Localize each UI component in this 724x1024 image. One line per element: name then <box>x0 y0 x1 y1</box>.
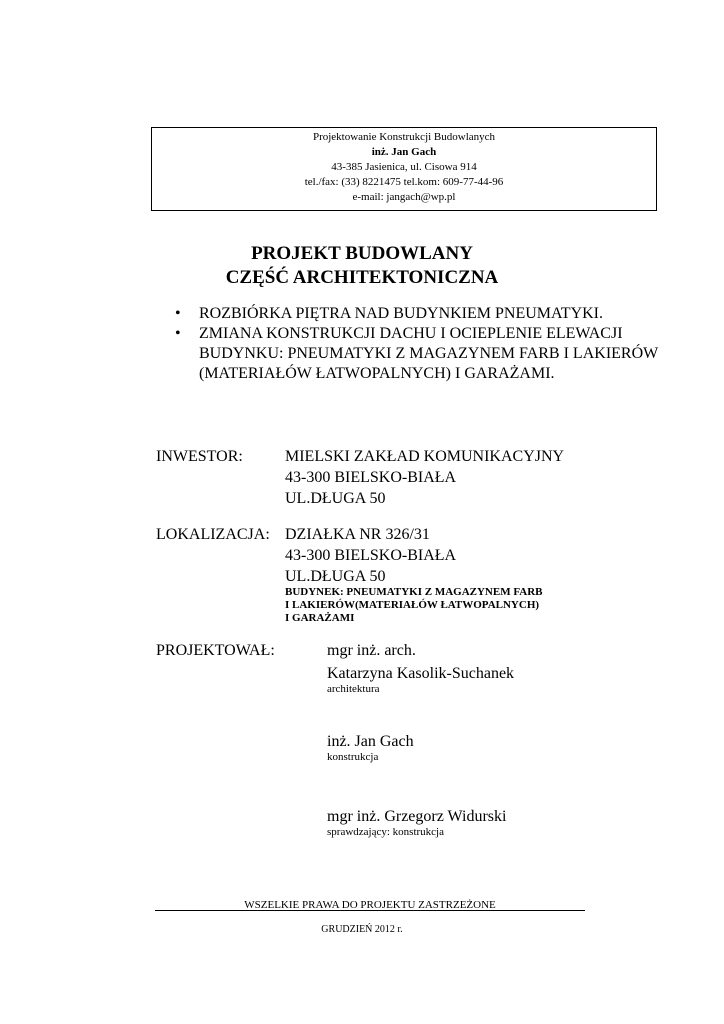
investor-city: 43-300 BIELSKO-BIAŁA <box>285 469 457 486</box>
investor-name: MIELSKI ZAKŁAD KOMUNIKACYJNY <box>285 448 565 465</box>
designer-1-name: Katarzyna Kasolik-Suchanek <box>327 665 515 682</box>
investor-street: UL.DŁUGA 50 <box>285 490 386 507</box>
company-address: 43-385 Jasienica, ul. Cisowa 914 <box>331 161 477 173</box>
building-line-2: I LAKIERÓW(MATERIAŁÓW ŁATWOPALNYCH) <box>285 599 540 611</box>
document-title: PROJEKT BUDOWLANY <box>251 243 473 264</box>
scope-list <box>172 304 662 384</box>
company-email: e-mail: jangach@wp.pl <box>352 191 456 203</box>
document-date: GRUDZIEŃ 2012 r. <box>321 924 403 935</box>
rights-notice: WSZELKIE PRAWA DO PROJEKTU ZASTRZEŻONE <box>244 899 496 911</box>
document-subtitle: CZĘŚĆ ARCHITEKTONICZNA <box>225 267 499 288</box>
designers-label: PROJEKTOWAŁ: <box>156 642 275 659</box>
designer-2-name: inż. Jan Gach <box>327 733 414 750</box>
company-phone: tel./fax: (33) 8221475 tel.kom: 609-77-44-96 <box>304 176 504 188</box>
company-header-box <box>151 127 657 211</box>
building-line-1: BUDYNEK: PNEUMATYKI Z MAGAZYNEM FARB <box>285 586 543 598</box>
designer-3-name: mgr inż. Grzegorz Widurski <box>327 808 507 825</box>
designer-3-role: sprawdzający: konstrukcja <box>327 826 444 838</box>
location-city: 43-300 BIELSKO-BIAŁA <box>285 547 457 564</box>
designer-2-role: konstrukcja <box>327 751 379 763</box>
location-plot: DZIAŁKA NR 326/31 <box>285 526 430 543</box>
company-name: Projektowanie Konstrukcji Budowlanych <box>312 131 496 143</box>
footer-divider <box>155 910 585 911</box>
location-street: UL.DŁUGA 50 <box>285 568 386 585</box>
scope-item-roof-change: • ZMIANA KONSTRUKCJI DACHU I OCIEPLENIE ELEWACJI BUDYNKU: PNEUMATYKI Z MAGAZYNEM FARB I LAKIERÓW (MATERIAŁÓW ŁATWOPALNYCH) I GARAŻAMI. <box>172 324 662 384</box>
designer-1-title: mgr inż. arch. <box>327 642 416 659</box>
scope-item-demolition: • ROZBIÓRKA PIĘTRA NAD BUDYNKIEM PNEUMATYKI. <box>172 304 662 324</box>
location-label: LOKALIZACJA: <box>156 526 270 543</box>
building-line-3: I GARAŻAMI <box>285 612 355 624</box>
company-owner: inż. Jan Gach <box>371 146 437 158</box>
designer-1-role: architektura <box>327 683 380 695</box>
investor-label: INWESTOR: <box>156 448 243 465</box>
